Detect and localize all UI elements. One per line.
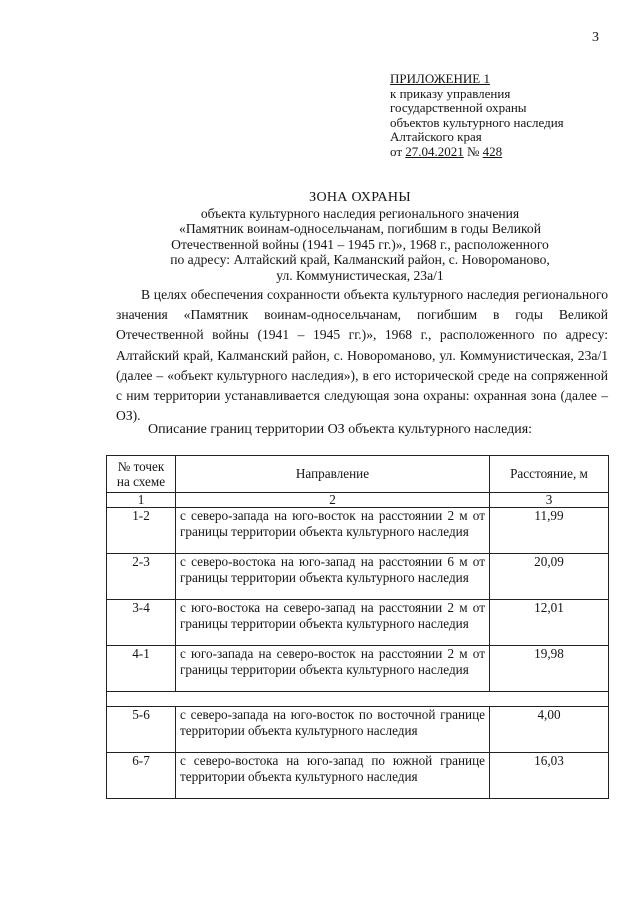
paragraph-text: В целях обеспечения сохранности объекта культурного наследия регионального значения «Памятник воинам-односельчанам, погибшим в годы Великой Отечественной войны (1941 – 1945 гг.)», 1968 г., расположенного по адресу: Алтайский край, Калманский район, с. Новороманово, ул. Коммунистическая, 23а/1 (далее – «объект культурного наследия»), в его исторической среде на сопряженной с ним территории устанавливается следующая зона охраны: охранная зона (далее – ОЗ). [116, 287, 608, 424]
table-row [107, 600, 609, 646]
table-row [107, 707, 609, 753]
order-date: 27.04.2021 [405, 143, 464, 159]
table-row [107, 508, 609, 554]
appendix-date-line [390, 145, 564, 160]
number-prefix: № [467, 143, 480, 159]
cell-direction: с северо-востока на юго-запад на расстоянии 6 м от границы территории объекта культурного наследия [176, 554, 490, 600]
appendix-line: объектов культурного наследия [390, 114, 564, 130]
column-number: 2 [176, 493, 490, 508]
zone-heading [100, 190, 620, 283]
cell-direction: с северо-востока на юго-запад по южной границе территории объекта культурного наследия [176, 753, 490, 799]
cell-points: 2-3 [107, 554, 176, 600]
cell-points: 4-1 [107, 646, 176, 692]
header-distance: Расстояние, м [490, 456, 609, 493]
cell-direction: с северо-запада на юго-восток на расстоянии 2 м от границы территории объекта культурного наследия [176, 508, 490, 554]
page-number: 3 [592, 30, 599, 45]
order-number: 428 [482, 143, 503, 159]
cell-distance: 11,99 [490, 508, 609, 554]
header-points: № точек на схеме [107, 456, 176, 493]
table-column-numbers [107, 493, 609, 508]
cell-points: 5-6 [107, 707, 176, 753]
table-caption: Описание границ территории ОЗ объекта культурного наследия: [148, 422, 533, 437]
separator-cell [107, 692, 609, 707]
cell-direction: с юго-запада на северо-восток на расстоянии 2 м от границы территории объекта культурного наследия [176, 646, 490, 692]
cell-points: 1-2 [107, 508, 176, 554]
table-row [107, 753, 609, 799]
cell-distance: 16,03 [490, 753, 609, 799]
header-direction: Направление [176, 456, 490, 493]
table-row [107, 646, 609, 692]
cell-points: 3-4 [107, 600, 176, 646]
zone-title: ЗОНА ОХРАНЫ [309, 190, 411, 205]
cell-direction: с юго-востока на северо-запад на расстоянии 2 м от границы территории объекта культурного наследия [176, 600, 490, 646]
cell-points: 6-7 [107, 753, 176, 799]
cell-direction: с северо-запада на юго-восток по восточной границе территории объекта культурного наследия [176, 707, 490, 753]
cell-distance: 4,00 [490, 707, 609, 753]
boundary-table [106, 455, 609, 799]
zone-subtitle-line: ул. Коммунистическая, 23а/1 [276, 267, 444, 283]
cell-distance: 20,09 [490, 554, 609, 600]
appendix-line: Алтайского края [390, 129, 482, 144]
body-paragraph [116, 285, 608, 426]
date-prefix: от [390, 143, 403, 159]
table-header-row [107, 456, 609, 493]
zone-subtitle-line: объекта культурного наследия регионального значения [200, 205, 520, 221]
column-number: 1 [107, 493, 176, 508]
column-number: 3 [490, 493, 609, 508]
zone-subtitle-line: Отечественной войны (1941 – 1945 гг.)», 1968 г., расположенного [171, 236, 549, 252]
zone-subtitle-line: «Памятник воинам-односельчанам, погибшим в годы Великой [179, 221, 541, 236]
appendix-title: ПРИЛОЖЕНИЕ 1 [390, 71, 490, 86]
cell-distance: 12,01 [490, 600, 609, 646]
cell-distance: 19,98 [490, 646, 609, 692]
table-row [107, 554, 609, 600]
appendix-line: государственной охраны [390, 100, 527, 115]
table-separator-row [107, 692, 609, 707]
zone-subtitle-line: по адресу: Алтайский край, Калманский район, с. Новороманово, [170, 252, 550, 267]
appendix-header [390, 72, 564, 159]
appendix-line: к приказу управления [390, 85, 511, 101]
